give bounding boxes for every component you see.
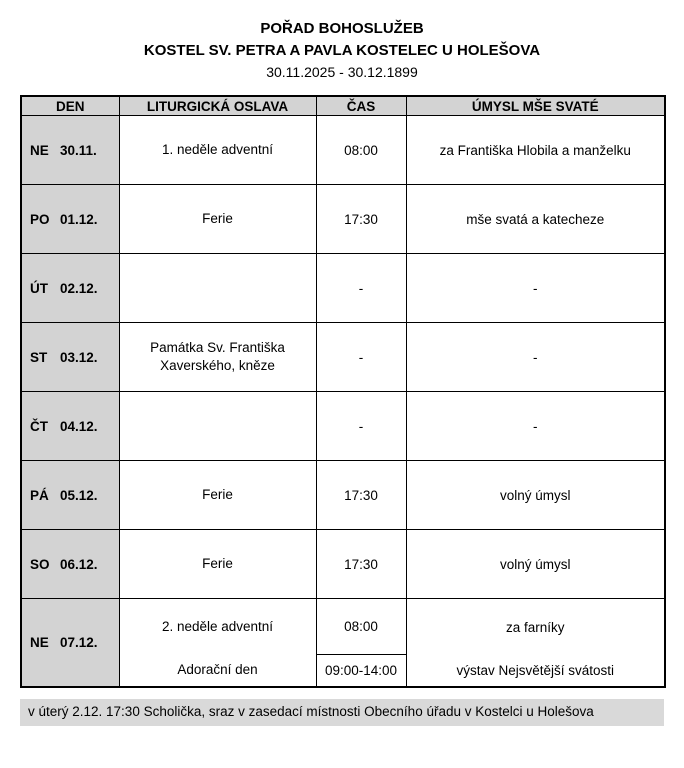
- time-cell: 09:00-14:00: [316, 655, 406, 687]
- day-cell: [21, 116, 119, 185]
- day-date: 07.12.: [60, 635, 98, 651]
- document-header: [20, 18, 664, 82]
- col-header-umysl: ÚMYSL MŠE SVATÉ: [406, 96, 665, 116]
- day-date: 06.12.: [60, 556, 98, 572]
- celebration-cell: 1. neděle adventní: [119, 116, 316, 185]
- col-header-den: DEN: [21, 96, 119, 116]
- intention-cell: -: [406, 323, 665, 392]
- celebration-cell: Adorační den: [119, 655, 316, 687]
- day-cell: [21, 461, 119, 530]
- day-abbr: SO: [30, 556, 50, 572]
- intention-cell: volný úmysl: [406, 530, 665, 599]
- intention-cell: za farníky: [406, 599, 665, 655]
- day-abbr: ČT: [30, 418, 48, 434]
- celebration-cell: Památka Sv. Františka Xaverského, kněze: [119, 323, 316, 392]
- celebration-cell: Ferie: [119, 530, 316, 599]
- day-date: 01.12.: [60, 211, 98, 227]
- intention-cell: mše svatá a katecheze: [406, 185, 665, 254]
- footer-note: v úterý 2.12. 17:30 Scholička, sraz v zasedací místnosti Obecního úřadu v Kostelci u Holešova: [20, 699, 664, 726]
- page-subtitle: KOSTEL SV. PETRA A PAVLA KOSTELEC U HOLEŠOVA: [143, 41, 541, 59]
- table-row: [21, 530, 665, 599]
- schedule-table: [20, 95, 666, 688]
- day-abbr: NE: [30, 142, 49, 158]
- time-cell: 17:30: [316, 530, 406, 599]
- celebration-cell: [119, 254, 316, 323]
- celebration-cell: [119, 392, 316, 461]
- date-range: 30.11.2025 - 30.12.1899: [266, 63, 418, 80]
- header-row: [21, 96, 665, 116]
- table-row: [21, 599, 665, 655]
- intention-cell: výstav Nejsvětější svátosti: [406, 655, 665, 687]
- day-abbr: NE: [30, 635, 49, 651]
- time-cell: 17:30: [316, 185, 406, 254]
- table-row: [21, 461, 665, 530]
- day-abbr: PÁ: [30, 487, 49, 503]
- time-cell: -: [316, 254, 406, 323]
- table-row: [21, 185, 665, 254]
- day-abbr: ST: [30, 349, 48, 365]
- time-cell: -: [316, 323, 406, 392]
- day-date: 04.12.: [60, 418, 98, 434]
- day-date: 30.11.: [60, 142, 97, 158]
- day-cell: [21, 185, 119, 254]
- time-cell: 08:00: [316, 599, 406, 655]
- table-row: [21, 392, 665, 461]
- intention-cell: volný úmysl: [406, 461, 665, 530]
- day-date: 03.12.: [60, 349, 98, 365]
- celebration-cell: 2. neděle adventní: [119, 599, 316, 655]
- table-row: [21, 116, 665, 185]
- col-header-liturgicka-oslava: LITURGICKÁ OSLAVA: [119, 96, 316, 116]
- day-cell: [21, 392, 119, 461]
- day-date: 02.12.: [60, 280, 98, 296]
- col-header-cas: ČAS: [316, 96, 406, 116]
- time-cell: -: [316, 392, 406, 461]
- day-cell: [21, 530, 119, 599]
- day-cell: [21, 254, 119, 323]
- day-abbr: ÚT: [30, 280, 48, 296]
- day-abbr: PO: [30, 211, 50, 227]
- celebration-cell: Ferie: [119, 461, 316, 530]
- celebration-cell: Ferie: [119, 185, 316, 254]
- intention-cell: -: [406, 254, 665, 323]
- intention-cell: -: [406, 392, 665, 461]
- time-cell: 17:30: [316, 461, 406, 530]
- intention-cell: za Františka Hlobila a manželku: [406, 116, 665, 185]
- page-title: POŘAD BOHOSLUŽEB: [260, 20, 424, 37]
- day-date: 05.12.: [60, 487, 98, 503]
- table-row: [21, 323, 665, 392]
- time-cell: 08:00: [316, 116, 406, 185]
- day-cell: [21, 599, 119, 687]
- table-row: [21, 254, 665, 323]
- day-cell: [21, 323, 119, 392]
